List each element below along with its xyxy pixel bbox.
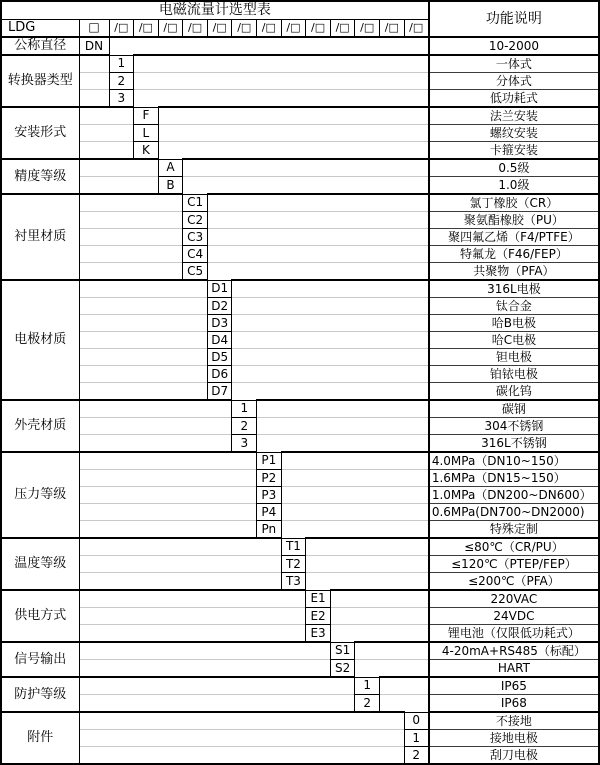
category-label: 外壳材质 bbox=[1, 400, 79, 452]
table-header bbox=[1, 1, 599, 37]
table-row bbox=[1, 695, 599, 713]
spacer-cell bbox=[79, 90, 109, 108]
option-code: P2 bbox=[257, 470, 282, 487]
table-row bbox=[1, 400, 599, 418]
spacer-cell bbox=[281, 470, 429, 487]
code-placeholder-cell: /□ bbox=[134, 19, 159, 37]
spacer-cell bbox=[79, 125, 134, 142]
table-row bbox=[1, 73, 599, 90]
table-row bbox=[1, 642, 599, 660]
spacer-cell bbox=[232, 298, 429, 315]
code-placeholder-cell: /□ bbox=[355, 19, 380, 37]
option-code: D3 bbox=[207, 315, 232, 332]
option-code: D6 bbox=[207, 366, 232, 383]
table-row bbox=[1, 194, 599, 212]
category-label: 安装形式 bbox=[1, 107, 79, 159]
spacer-cell bbox=[79, 538, 281, 556]
spacer-cell bbox=[79, 142, 134, 160]
spacer-cell bbox=[79, 695, 355, 713]
category-label: 公称直径 bbox=[1, 37, 79, 55]
table-row bbox=[1, 366, 599, 383]
option-description: 哈B电极 bbox=[429, 315, 599, 332]
code-placeholder-cell: /□ bbox=[158, 19, 183, 37]
spacer-cell bbox=[79, 418, 232, 435]
spacer-cell bbox=[257, 400, 429, 418]
spacer-cell bbox=[355, 660, 429, 678]
category-label: 供电方式 bbox=[1, 590, 79, 642]
spacer-cell bbox=[79, 159, 158, 177]
option-code: E1 bbox=[306, 590, 331, 608]
code-placeholder-cell: /□ bbox=[207, 19, 232, 37]
option-code: DN bbox=[79, 37, 109, 55]
option-description: IP65 bbox=[429, 677, 599, 695]
spacer-cell bbox=[79, 660, 330, 678]
spacer-cell bbox=[330, 608, 428, 625]
table-row bbox=[1, 332, 599, 349]
option-code: C3 bbox=[183, 229, 208, 246]
category-label: 衬里材质 bbox=[1, 194, 79, 280]
option-description: 分体式 bbox=[429, 73, 599, 90]
option-code: 3 bbox=[109, 90, 134, 108]
option-code: 1 bbox=[232, 400, 257, 418]
spacer-cell bbox=[183, 159, 429, 177]
spacer-cell bbox=[232, 280, 429, 298]
spacer-cell bbox=[79, 194, 183, 212]
spacer-cell bbox=[79, 435, 232, 453]
table-row bbox=[1, 504, 599, 521]
option-code: 2 bbox=[109, 73, 134, 90]
spacer-cell bbox=[134, 73, 429, 90]
option-description: 铂铱电极 bbox=[429, 366, 599, 383]
category-label: 附件 bbox=[1, 712, 79, 764]
table-row bbox=[1, 315, 599, 332]
option-description: 4-20mA+RS485（标配） bbox=[429, 642, 599, 660]
spacer-cell bbox=[79, 177, 158, 195]
code-placeholder-cell: /□ bbox=[281, 19, 306, 37]
option-description: 哈C电极 bbox=[429, 332, 599, 349]
option-description: 锂电池（仅限低功耗式） bbox=[429, 625, 599, 643]
option-description: 低功耗式 bbox=[429, 90, 599, 108]
category-label: 压力等级 bbox=[1, 452, 79, 538]
table-row bbox=[1, 538, 599, 556]
option-description: 钛合金 bbox=[429, 298, 599, 315]
table-row bbox=[1, 660, 599, 678]
spacer-cell bbox=[79, 315, 207, 332]
option-code: K bbox=[134, 142, 159, 160]
option-description: 碳化钨 bbox=[429, 383, 599, 401]
code-placeholder-cell: /□ bbox=[306, 19, 331, 37]
option-description: 316L电极 bbox=[429, 280, 599, 298]
table-row bbox=[1, 677, 599, 695]
spacer-cell bbox=[257, 418, 429, 435]
spacer-cell bbox=[207, 194, 428, 212]
code-placeholder-cell: /□ bbox=[232, 19, 257, 37]
option-description: 卡箍安装 bbox=[429, 142, 599, 160]
spacer-cell bbox=[79, 55, 109, 73]
table-row bbox=[1, 590, 599, 608]
spacer-cell bbox=[257, 435, 429, 453]
code-placeholder-cell: /□ bbox=[257, 19, 282, 37]
spacer-cell bbox=[232, 332, 429, 349]
option-description: HART bbox=[429, 660, 599, 678]
option-code: D1 bbox=[207, 280, 232, 298]
spacer-cell bbox=[79, 246, 183, 263]
table-title: 电磁流量计选型表 bbox=[1, 1, 429, 19]
table-row bbox=[1, 159, 599, 177]
spacer-cell bbox=[207, 229, 428, 246]
option-description: 刮刀电极 bbox=[429, 747, 599, 765]
spacer-cell bbox=[79, 107, 134, 125]
option-code: E3 bbox=[306, 625, 331, 643]
spacer-cell bbox=[79, 229, 183, 246]
spacer-cell bbox=[183, 177, 429, 195]
spacer-cell bbox=[79, 366, 207, 383]
option-code: C2 bbox=[183, 212, 208, 229]
spacer-cell bbox=[232, 349, 429, 366]
table-row bbox=[1, 125, 599, 142]
option-description: 钽电极 bbox=[429, 349, 599, 366]
spacer-cell bbox=[281, 452, 429, 470]
option-code: 3 bbox=[232, 435, 257, 453]
table-row bbox=[1, 229, 599, 246]
option-description: ≤80℃（CR/PU） bbox=[429, 538, 599, 556]
option-description: 氯丁橡胶（CR） bbox=[429, 194, 599, 212]
option-description: 1.0级 bbox=[429, 177, 599, 195]
option-code: S1 bbox=[330, 642, 355, 660]
option-description: 10-2000 bbox=[429, 37, 599, 55]
spacer-cell bbox=[79, 590, 306, 608]
option-code: 1 bbox=[404, 730, 429, 747]
option-description: 特氟龙（F46/FEP） bbox=[429, 246, 599, 263]
option-code: C5 bbox=[183, 263, 208, 281]
spacer-cell bbox=[79, 383, 207, 401]
code-placeholder-cell: /□ bbox=[330, 19, 355, 37]
table-row bbox=[1, 625, 599, 643]
table-row bbox=[1, 107, 599, 125]
option-code: C1 bbox=[183, 194, 208, 212]
option-description: 0.6MPa(DN700~DN2000) bbox=[429, 504, 599, 521]
table-row bbox=[1, 90, 599, 108]
spacer-cell bbox=[380, 695, 429, 713]
spacer-cell bbox=[134, 90, 429, 108]
option-code: P3 bbox=[257, 487, 282, 504]
spacer-cell bbox=[109, 37, 429, 55]
spacer-cell bbox=[79, 332, 207, 349]
option-description: 316L不锈钢 bbox=[429, 435, 599, 453]
option-description: IP68 bbox=[429, 695, 599, 713]
table-row bbox=[1, 177, 599, 195]
spacer-cell bbox=[281, 487, 429, 504]
option-code: P4 bbox=[257, 504, 282, 521]
table-row bbox=[1, 298, 599, 315]
option-code: P1 bbox=[257, 452, 282, 470]
option-code: A bbox=[158, 159, 183, 177]
option-description: 法兰安装 bbox=[429, 107, 599, 125]
table-row bbox=[1, 573, 599, 591]
spacer-cell bbox=[79, 487, 257, 504]
spacer-cell bbox=[79, 349, 207, 366]
spacer-cell bbox=[79, 504, 257, 521]
option-code: Pn bbox=[257, 521, 282, 539]
code-placeholder-cell: /□ bbox=[404, 19, 429, 37]
option-description: 24VDC bbox=[429, 608, 599, 625]
option-code: 2 bbox=[355, 695, 380, 713]
spacer-cell bbox=[79, 608, 306, 625]
option-code: 1 bbox=[355, 677, 380, 695]
option-code: E2 bbox=[306, 608, 331, 625]
category-label: 防护等级 bbox=[1, 677, 79, 712]
spacer-cell bbox=[79, 730, 404, 747]
spacer-cell bbox=[79, 625, 306, 643]
option-code: D2 bbox=[207, 298, 232, 315]
spacer-cell bbox=[232, 315, 429, 332]
option-description: ≤120℃（PTEP/FEP） bbox=[429, 556, 599, 573]
category-label: 信号输出 bbox=[1, 642, 79, 677]
option-code: T1 bbox=[281, 538, 306, 556]
spacer-cell bbox=[232, 383, 429, 401]
table-row bbox=[1, 712, 599, 730]
option-code: 1 bbox=[109, 55, 134, 73]
spacer-cell bbox=[79, 280, 207, 298]
option-code: C4 bbox=[183, 246, 208, 263]
table-row bbox=[1, 452, 599, 470]
spacer-cell bbox=[134, 55, 429, 73]
table-row bbox=[1, 142, 599, 160]
spacer-cell bbox=[79, 452, 257, 470]
table-row bbox=[1, 349, 599, 366]
table-row bbox=[1, 263, 599, 281]
spacer-cell bbox=[306, 556, 429, 573]
dn-code-box: □ bbox=[79, 19, 109, 37]
table-row bbox=[1, 747, 599, 765]
category-label: 温度等级 bbox=[1, 538, 79, 590]
table-row bbox=[1, 521, 599, 539]
table-row bbox=[1, 212, 599, 229]
spacer-cell bbox=[79, 642, 330, 660]
option-code: D7 bbox=[207, 383, 232, 401]
option-code: 2 bbox=[404, 747, 429, 765]
option-code: T3 bbox=[281, 573, 306, 591]
table-row bbox=[1, 418, 599, 435]
spacer-cell bbox=[330, 590, 428, 608]
option-code: D4 bbox=[207, 332, 232, 349]
option-description: 304不锈钢 bbox=[429, 418, 599, 435]
spacer-cell bbox=[207, 212, 428, 229]
code-placeholder-cell: /□ bbox=[109, 19, 134, 37]
option-description: 特殊定制 bbox=[429, 521, 599, 539]
spacer-cell bbox=[380, 677, 429, 695]
table-row bbox=[1, 470, 599, 487]
spacer-cell bbox=[330, 625, 428, 643]
spacer-cell bbox=[79, 298, 207, 315]
option-description: 1.0MPa（DN200~DN600） bbox=[429, 487, 599, 504]
option-description: ≤200℃（PFA） bbox=[429, 573, 599, 591]
option-code: B bbox=[158, 177, 183, 195]
spacer-cell bbox=[79, 400, 232, 418]
option-code: D5 bbox=[207, 349, 232, 366]
spacer-cell bbox=[79, 521, 257, 539]
spacer-cell bbox=[79, 556, 281, 573]
model-prefix-cell: LDG bbox=[8, 19, 36, 35]
spacer-cell bbox=[79, 573, 281, 591]
table-row bbox=[1, 608, 599, 625]
spacer-cell bbox=[158, 142, 429, 160]
spacer-cell bbox=[306, 538, 429, 556]
option-code: 2 bbox=[232, 418, 257, 435]
spacer-cell bbox=[306, 573, 429, 591]
spacer-cell bbox=[232, 366, 429, 383]
spacer-cell bbox=[158, 125, 429, 142]
table-row bbox=[1, 435, 599, 453]
option-code: L bbox=[134, 125, 159, 142]
option-code: 0 bbox=[404, 712, 429, 730]
spacer-cell bbox=[79, 263, 183, 281]
spacer-cell bbox=[158, 107, 429, 125]
option-description: 碳钢 bbox=[429, 400, 599, 418]
spacer-cell bbox=[79, 212, 183, 229]
spacer-cell bbox=[79, 712, 404, 730]
code-placeholder-cell: /□ bbox=[183, 19, 208, 37]
spacer-cell bbox=[207, 246, 428, 263]
option-description: 共聚物（PFA） bbox=[429, 263, 599, 281]
option-code: F bbox=[134, 107, 159, 125]
table-row bbox=[1, 280, 599, 298]
option-description: 螺纹安装 bbox=[429, 125, 599, 142]
spacer-cell bbox=[281, 521, 429, 539]
spacer-cell bbox=[79, 677, 355, 695]
spacer-cell bbox=[79, 747, 404, 765]
spacer-cell bbox=[281, 504, 429, 521]
spacer-cell bbox=[79, 470, 257, 487]
category-label: 电极材质 bbox=[1, 280, 79, 400]
code-placeholder-cell: /□ bbox=[380, 19, 405, 37]
category-label: 精度等级 bbox=[1, 159, 79, 194]
function-column-header: 功能说明 bbox=[429, 1, 599, 37]
table-row bbox=[1, 55, 599, 73]
option-description: 聚氨酯橡胶（PU） bbox=[429, 212, 599, 229]
option-description: 一体式 bbox=[429, 55, 599, 73]
table-row bbox=[1, 246, 599, 263]
spacer-cell bbox=[79, 73, 109, 90]
table-row bbox=[1, 730, 599, 747]
option-code: S2 bbox=[330, 660, 355, 678]
table-row bbox=[1, 487, 599, 504]
option-description: 接地电极 bbox=[429, 730, 599, 747]
spacer-cell bbox=[355, 642, 429, 660]
option-description: 4.0MPa（DN10~150） bbox=[429, 452, 599, 470]
spacer-cell bbox=[207, 263, 428, 281]
table-body bbox=[1, 37, 599, 764]
table-row bbox=[1, 556, 599, 573]
option-description: 220VAC bbox=[429, 590, 599, 608]
option-description: 0.5级 bbox=[429, 159, 599, 177]
option-code: T2 bbox=[281, 556, 306, 573]
option-description: 不接地 bbox=[429, 712, 599, 730]
option-description: 1.6MPa（DN15~150） bbox=[429, 470, 599, 487]
option-description: 聚四氟乙烯（F4/PTFE） bbox=[429, 229, 599, 246]
table-row bbox=[1, 383, 599, 401]
category-label: 转换器类型 bbox=[1, 55, 79, 107]
